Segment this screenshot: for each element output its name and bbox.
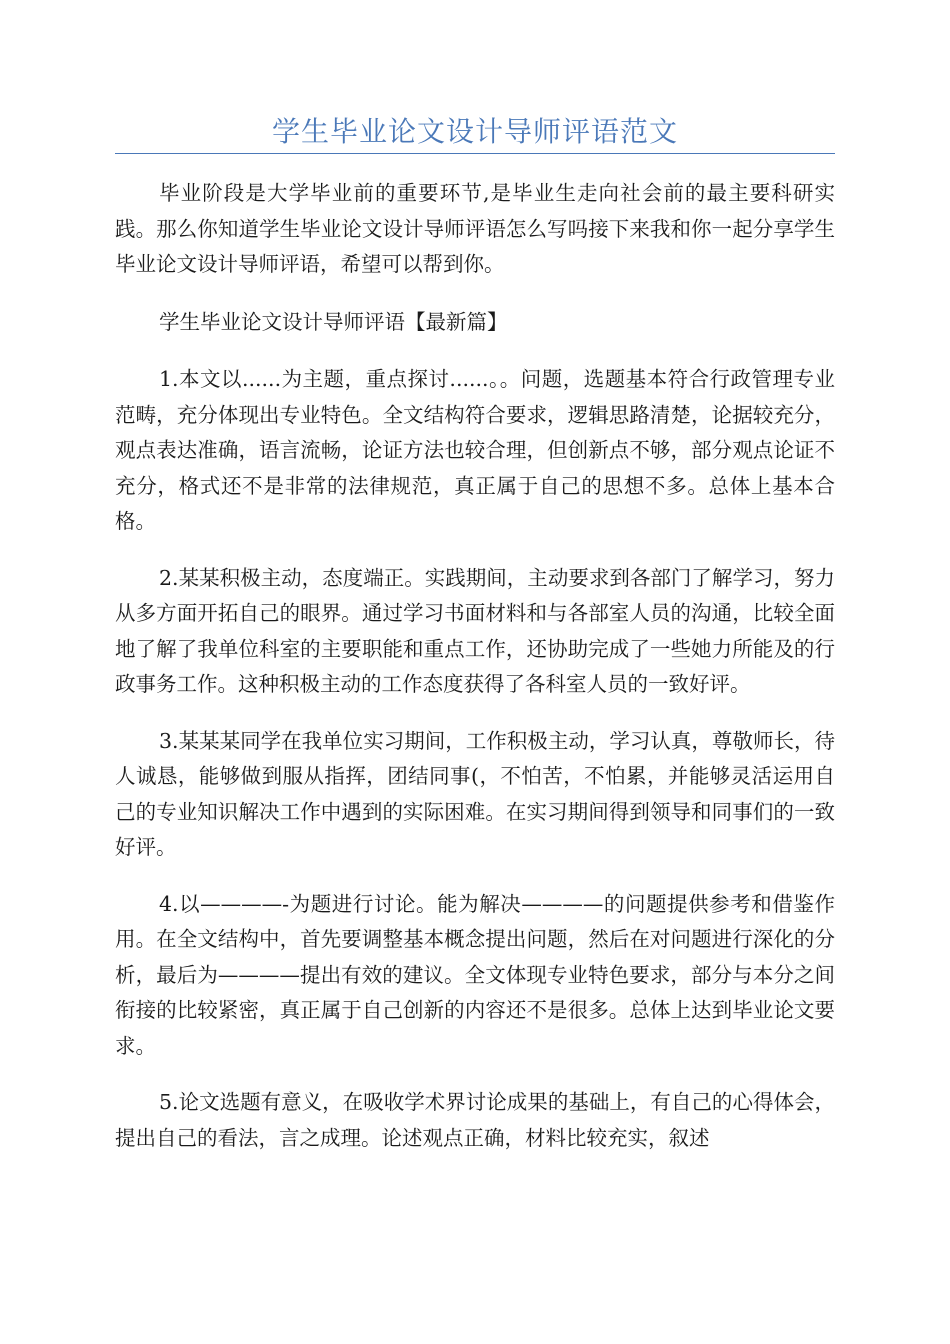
title-underline [115,153,835,154]
document-title: 学生毕业论文设计导师评语范文 [271,115,678,148]
comment-paragraph-4: 4.以————-为题进行讨论。能为解决————的问题提供参考和借鉴作用。在全文结构中，首先要调整基本概念提出问题，然后在对问题进行深化的分析，最后为————提出有效的建议。全文体现专业特色要求，部分与本分之间衔接的比较紧密，真正属于自己创新的内容还不是很多。总体上达到毕业论文要求。 [115,891,835,1058]
intro-paragraph: 毕业阶段是大学毕业前的重要环节,是毕业生走向社会前的最主要科研实践。那么你知道学生毕业论文设计导师评语怎么写吗接下来我和你一起分享学生毕业论文设计导师评语，希望可以帮到你。 [115,181,835,276]
section-subheading: 学生毕业论文设计导师评语【最新篇】 [159,309,508,334]
document-page [115,0,835,1156]
comment-paragraph-3: 3.某某某同学在我单位实习期间，工作积极主动，学习认真，尊敬师长，待人诚恳，能够做到服从指挥，团结同事(，不怕苦，不怕累，并能够灵活运用自己的专业知识解决工作中遇到的实际困难。在实习期间得到领导和同事们的一致好评。 [115,728,835,859]
comment-paragraph-2: 2.某某积极主动，态度端正。实践期间，主动要求到各部门了解学习，努力从多方面开拓自己的眼界。通过学习书面材料和与各部室人员的沟通，比较全面地了解了我单位科室的主要职能和重点工作，还协助完成了一些她力所能及的行政事务工作。这种积极主动的工作态度获得了各科室人员的一致好评。 [115,565,835,696]
comment-paragraph-5: 5.论文选题有意义，在吸收学术界讨论成果的基础上，有自己的心得体会，提出自己的看法，言之成理。论述观点正确，材料比较充实，叙述 [115,1090,835,1150]
comment-paragraph-1: 1.本文以......为主题，重点探讨......。。问题，选题基本符合行政管理专业范畴，充分体现出专业特色。全文结构符合要求，逻辑思路清楚，论据较充分，观点表达准确，语言流畅，论证方法也较合理，但创新点不够，部分观点论证不充分，格式还不是非常的法律规范，真正属于自己的思想不多。总体上基本合格。 [115,367,835,533]
